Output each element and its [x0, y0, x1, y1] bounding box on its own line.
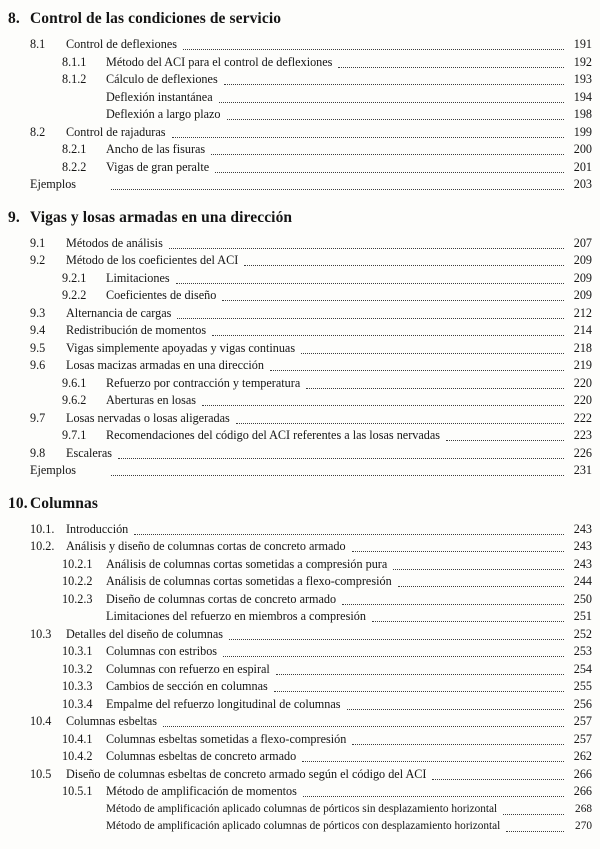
page-number: 270 [575, 820, 592, 832]
entry-number: 10.3 [30, 626, 52, 641]
entry-title: Vigas simplemente apoyadas y vigas continuas [66, 340, 296, 355]
entry-title: Control de rajaduras [66, 124, 166, 139]
toc-entry [8, 287, 592, 305]
entry-title: Deflexión instantánea [106, 89, 213, 104]
page-number: 207 [573, 235, 592, 250]
entry-title: Cambios de sección en columnas [106, 679, 268, 693]
entry-title: Recomendaciones del código del ACI referentes a las losas nervadas [106, 428, 441, 442]
toc-entry [8, 661, 592, 679]
toc-entry [8, 176, 592, 194]
entry-title: Introducción [66, 521, 129, 536]
toc-entry [8, 462, 592, 480]
toc-entry [8, 626, 592, 644]
page-number: 268 [575, 802, 592, 815]
toc-entry [8, 89, 592, 107]
toc-entry [8, 392, 592, 410]
page-number: 226 [573, 445, 592, 460]
page-number: 200 [573, 142, 592, 156]
entry-number: 10.4.2 [62, 749, 93, 763]
dot-leader [276, 674, 564, 675]
toc-entry [8, 54, 592, 72]
entry-number: 8.1.2 [62, 72, 87, 86]
dot-leader [223, 656, 564, 657]
page-number: 209 [573, 253, 592, 267]
entry-title: Columnas con refuerzo en espiral [106, 661, 270, 676]
toc-entry [8, 410, 592, 428]
dot-leader [398, 586, 564, 587]
toc-entry [8, 678, 592, 696]
entry-title: Diseño de columnas cortas de concreto armado [106, 591, 337, 606]
toc-entry [8, 591, 592, 609]
toc-entry [8, 818, 592, 836]
entry-title: Método de amplificación aplicado columnas de pórticos sin desplazamiento horizontal [106, 802, 498, 815]
entry-number: 9.8 [30, 445, 46, 460]
entry-number: 10.4.1 [62, 731, 93, 746]
page-number: 255 [573, 679, 592, 693]
dot-leader [202, 405, 564, 406]
entry-title: Métodos de análisis [66, 235, 163, 250]
entry-number: 9.1 [30, 235, 46, 250]
entry-title: Columnas esbeltas sometidas a flexo-compresión [106, 731, 347, 746]
page-number: 219 [573, 358, 592, 372]
entry-number: 10.2. [30, 539, 55, 553]
dot-leader [432, 779, 564, 780]
page-number: 203 [573, 177, 592, 191]
page-number: 250 [573, 591, 592, 606]
dot-leader [236, 423, 564, 424]
toc-entry [8, 322, 592, 340]
dot-leader [212, 335, 564, 336]
entry-title: Vigas de gran peralte [106, 159, 210, 174]
entry-number: 9.4 [30, 323, 46, 337]
dot-leader [347, 709, 564, 710]
toc-entry [8, 783, 592, 801]
entry-number: 9.5 [30, 340, 46, 355]
dot-leader [118, 458, 564, 459]
toc-entry [8, 357, 592, 375]
dot-leader [393, 569, 564, 570]
section-title: Columnas [30, 494, 98, 512]
section-number: 10. [8, 494, 28, 512]
page-number: 251 [573, 609, 592, 623]
entry-title: Método del ACI para el control de deflexiones [106, 54, 333, 69]
entry-title: Columnas con estribos [106, 644, 218, 658]
page-number: 199 [573, 124, 592, 139]
dot-leader [301, 353, 564, 354]
toc-entry [8, 521, 592, 539]
page-number: 253 [573, 644, 592, 658]
page-number: 209 [573, 270, 592, 285]
dot-leader [306, 388, 564, 389]
entry-number: 10.1. [30, 521, 55, 536]
page-number: 257 [573, 731, 592, 746]
entry-title: Diseño de columnas esbeltas de concreto armado según el código del ACI [66, 766, 427, 781]
toc-entry [8, 696, 592, 714]
dot-leader [342, 604, 564, 605]
entry-title: Detalles del diseño de columnas [66, 626, 224, 641]
page-number: 214 [573, 323, 592, 337]
toc-entry [8, 71, 592, 89]
toc-entry [8, 766, 592, 784]
dot-leader [224, 84, 564, 85]
entry-title: Aberturas en losas [106, 393, 197, 407]
dot-leader [111, 189, 564, 190]
entry-number: 9.6 [30, 358, 46, 372]
page-number: 192 [573, 54, 592, 69]
dot-leader [227, 119, 565, 120]
page-number: 222 [573, 410, 592, 425]
dot-leader [274, 691, 564, 692]
entry-title: Análisis y diseño de columnas cortas de concreto armado [66, 539, 346, 553]
page-number: 243 [573, 556, 592, 571]
entry-title: Análisis de columnas cortas sometidas a compresión pura [106, 556, 388, 571]
dot-leader [372, 621, 564, 622]
entry-title: Redistribución de momentos [66, 323, 207, 337]
dot-leader [338, 67, 564, 68]
page-number: 194 [573, 89, 592, 104]
entry-title: Columnas esbeltas de concreto armado [106, 749, 297, 763]
section-header [8, 8, 592, 29]
page-number: 218 [573, 340, 592, 355]
page-number: 193 [573, 72, 592, 86]
dot-leader [222, 300, 564, 301]
toc-entry [8, 141, 592, 159]
page-number: 220 [573, 375, 592, 390]
toc-entry [8, 36, 592, 54]
dot-leader [177, 318, 564, 319]
toc-entry [8, 643, 592, 661]
page-number: 252 [573, 626, 592, 641]
dot-leader [134, 534, 564, 535]
entry-number: 8.1 [30, 37, 46, 51]
entry-title: Limitaciones [106, 270, 170, 285]
entry-number: 10.2.1 [62, 556, 93, 571]
entry-title: Cálculo de deflexiones [106, 72, 218, 86]
entry-title: Coeficientes de diseño [106, 288, 217, 302]
entry-number: 9.2.1 [62, 270, 87, 285]
entry-title: Limitaciones del refuerzo en miembros a compresión [106, 609, 366, 623]
entry-title: Método de amplificación aplicado columnas de pórticos con desplazamiento horizontal [106, 820, 501, 832]
entry-number: 9.7.1 [62, 428, 87, 442]
toc-entry [8, 731, 592, 749]
toc-entry [8, 427, 592, 445]
entry-number: 10.5 [30, 766, 52, 781]
entry-number: 8.2 [30, 124, 46, 139]
dot-leader [302, 761, 564, 762]
entry-title: Ancho de las fisuras [106, 142, 206, 156]
toc-entry [8, 538, 592, 556]
entry-number: 9.2.2 [62, 288, 87, 302]
toc-entry [8, 305, 592, 323]
page-number: 266 [573, 784, 592, 798]
section-title: Vigas y losas armadas en una dirección [30, 208, 293, 226]
section-number: 8. [8, 10, 20, 27]
entry-number: 10.3.3 [62, 679, 93, 693]
entry-number: 9.7 [30, 410, 46, 425]
entry-number: 10.2.2 [62, 574, 93, 588]
entry-title: Escaleras [66, 445, 113, 460]
toc-section [8, 493, 592, 836]
section-number: 9. [8, 208, 20, 226]
toc-entry [8, 608, 592, 626]
section-header [8, 207, 592, 228]
dot-leader [215, 172, 564, 173]
page-number: 266 [573, 766, 592, 781]
entry-title: Método de los coeficientes del ACI [66, 253, 239, 267]
page-number: 220 [573, 393, 592, 407]
entry-number: 9.6.1 [62, 375, 87, 390]
toc-section [8, 8, 592, 194]
entry-number: 9.2 [30, 253, 46, 267]
entry-number: 10.3.2 [62, 661, 93, 676]
entry-number: 8.2.1 [62, 142, 87, 156]
dot-leader [176, 283, 564, 284]
toc-entry [8, 270, 592, 288]
entry-title: Análisis de columnas cortas sometidas a flexo-compresión [106, 574, 392, 588]
toc-entry [8, 445, 592, 463]
entry-number: 10.4 [30, 714, 52, 728]
toc-sections [8, 8, 592, 836]
entry-number: 10.3.4 [62, 696, 93, 711]
toc-section [8, 207, 592, 480]
entry-title: Losas macizas armadas en una dirección [66, 358, 264, 372]
page-number: 257 [573, 714, 592, 728]
toc-entry [8, 124, 592, 142]
toc-entry [8, 106, 592, 124]
toc-entry [8, 556, 592, 574]
page-number: 243 [573, 539, 592, 553]
toc-entry [8, 375, 592, 393]
page-number: 244 [573, 574, 592, 588]
entry-title: Losas nervadas o losas aligeradas [66, 410, 230, 425]
dot-leader [352, 551, 564, 552]
dot-leader [229, 639, 564, 640]
dot-leader [183, 49, 564, 50]
dot-leader [446, 440, 564, 441]
toc-entry [8, 235, 592, 253]
entry-title: Columnas esbeltas [66, 714, 158, 728]
dot-leader [503, 814, 564, 815]
page-number: 201 [573, 159, 592, 174]
entry-title: Alternancia de cargas [66, 305, 172, 320]
toc-entry [8, 801, 592, 819]
toc-entry [8, 713, 592, 731]
dot-leader [244, 265, 564, 266]
page-number: 209 [573, 288, 592, 302]
entry-number: 9.6.2 [62, 393, 87, 407]
page-number: 256 [573, 696, 592, 711]
entry-number: 9.3 [30, 305, 46, 320]
entry-title: Deflexión a largo plazo [106, 107, 221, 121]
page-number: 262 [573, 749, 592, 763]
page-number: 254 [573, 661, 592, 676]
entry-title: Empalme del refuerzo longitudinal de columnas [106, 696, 341, 711]
dot-leader [506, 831, 564, 832]
page-number: 191 [573, 37, 592, 51]
entry-title: Método de amplificación de momentos [106, 784, 297, 798]
page-number: 231 [573, 463, 592, 477]
toc-entry [8, 340, 592, 358]
dot-leader [172, 137, 565, 138]
toc-entry [8, 748, 592, 766]
dot-leader [270, 370, 564, 371]
entry-title: Ejemplos [30, 177, 77, 191]
dot-leader [303, 796, 564, 797]
section-title: Control de las condiciones de servicio [30, 10, 282, 27]
entry-title: Ejemplos [30, 463, 77, 477]
section-header [8, 493, 592, 514]
page-number: 212 [573, 305, 592, 320]
dot-leader [211, 154, 564, 155]
page-number: 223 [573, 428, 592, 442]
entry-number: 8.2.2 [62, 159, 87, 174]
dot-leader [219, 102, 564, 103]
entry-title: Control de deflexiones [66, 37, 178, 51]
page-number: 243 [573, 521, 592, 536]
dot-leader [352, 744, 564, 745]
entry-title: Refuerzo por contracción y temperatura [106, 375, 301, 390]
toc-entry [8, 252, 592, 270]
dot-leader [111, 475, 564, 476]
entry-number: 8.1.1 [62, 54, 87, 69]
toc-entry [8, 159, 592, 177]
dot-leader [169, 248, 564, 249]
page-number: 198 [573, 107, 592, 121]
entry-number: 10.2.3 [62, 591, 93, 606]
entry-number: 10.3.1 [62, 644, 93, 658]
dot-leader [163, 726, 564, 727]
entry-number: 10.5.1 [62, 784, 93, 798]
toc-entry [8, 573, 592, 591]
